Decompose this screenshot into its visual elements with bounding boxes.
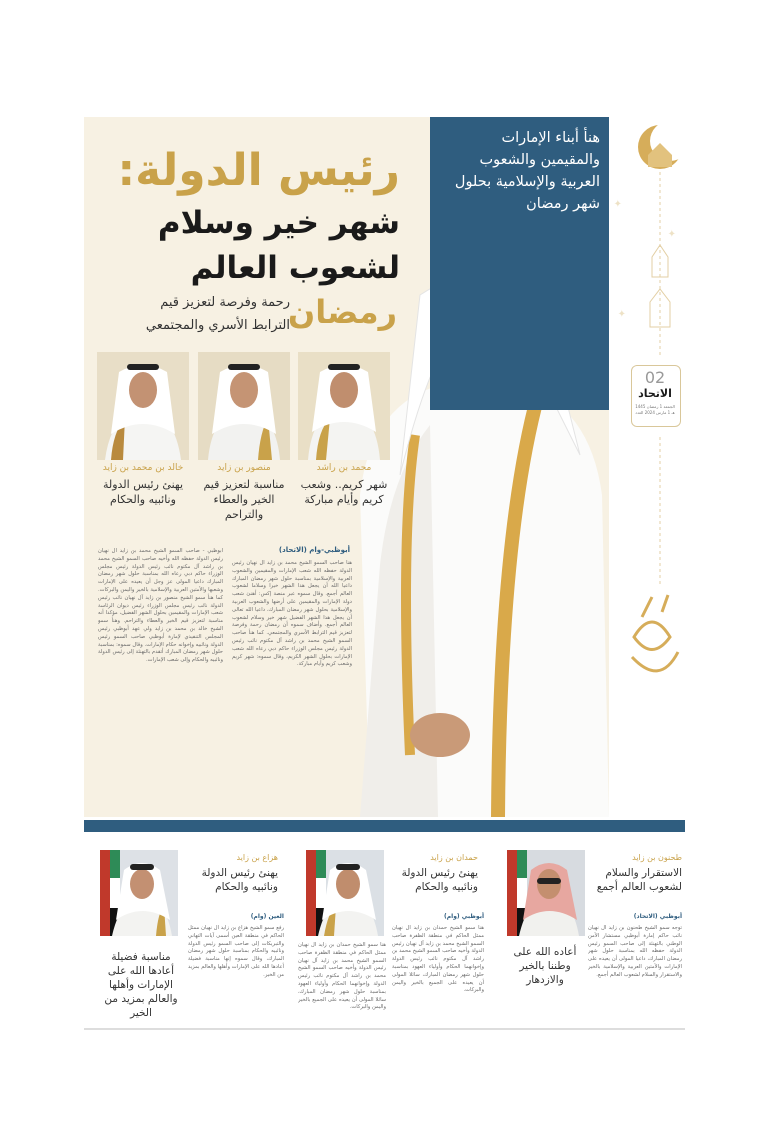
- svg-text:✦: ✦: [613, 199, 622, 210]
- greeting-text: هنأ أبناء الإمارات والمقيمين والشعوب العربية والإسلامية بحلول شهر رمضان: [454, 130, 600, 212]
- article-column: أبوظبي - صاحب السمو الشيخ محمد بن زايد آل نهيان رئيس الدولة حفظه الله وأخيه صاحب السمو الشيخ محمد بن راشد آل مكتوم نائب رئيس الدولة رئيس مجلس الوزراء حاكم دبي رعاه الله بمناسبة حلول شهر رمضان المبارك داعيا المولى عز وجل أن يعيده على الإمارات وشعبها والأمتين العربية والإسلامية بالخير واليمن والبركات. كما هنأ سمو الشيخ منصور بن زايد آل نهيان نائب رئيس الدولة نائب رئيس مجلس الوزراء رئيس ديوان الرئاسة شعب الإمارات والمقيمين بحلول الشهر الفضيل، مؤكدا أنه مناسبة لتعزيز قيم الخير والعطاء والتراحم. وهنأ سمو الشيخ خالد بن محمد بن زايد ولي عهد أبوظبي رئيس المجلس التنفيذي لإمارة أبوظبي صاحب السمو رئيس الدولة ونائبيه وإخوانه حكام الإمارات. وقال سموه: بمناسبة حلول شهر رمضان المبارك أتقدم بالتهنئة إلى رئيس الدولة ونائبيه والحكام وإلى شعب الإمارات.: [98, 548, 223, 664]
- bottom-rule: [84, 1028, 685, 1030]
- story-text: رفع سمو الشيخ هزاع بن زايد آل نهيان ممثل الحاكم في منطقة العين أسمى آيات التهاني والتبريكات إلى صاحب السمو رئيس الدولة ونائبيه والحكام بمناسبة حلول شهر رمضان المبارك، وقال سموه إنها مناسبة فضيلة أعادها الله على الإمارات وأهلها والعالم بمزيد من الخير.: [188, 925, 284, 978]
- svg-text:✦: ✦: [667, 229, 676, 240]
- story-name: هزاع بن زايد: [236, 853, 278, 862]
- story-text: هنأ سمو الشيخ حمدان بن زايد آل نهيان ممثل الحاكم في منطقة الظفرة صاحب السمو الشيخ محمد بن زايد آل نهيان رئيس الدولة وأخيه صاحب السمو الشيخ محمد بن راشد آل مكتوم نائب رئيس الدولة وإخوانهما الحكام وأولياء العهود بمناسبة حلول شهر رمضان المبارك، سائلا المولى أن يعيده على الجميع بالخير واليمن والبركات.: [392, 925, 484, 994]
- article-column: هنأ صاحب السمو الشيخ محمد بن زايد آل نهيان رئيس الدولة حفظه الله شعب الإمارات والمقيمين والشعوب العربية والإسلامية بمناسبة حلول شهر رمضان المبارك داعيا الله أن يجعل هذا الشهر خيرا وسلاما لشعوب العالم أجمع. وقال سموه عبر منصة إكس: أهنئ شعب دولة الإمارات والمقيمين على أرضها والشعوب العربية والإسلامية بحلول شهر رمضان المبارك، داعيا الله تعالى أن يجعل هذا الشهر الفضيل شهر خير وسلام لشعوب العالم أجمع. وأضاف سموه أن رمضان رحمة وفرصة لتعزيز قيم الترابط الأسري والمجتمعي. كما هنأ صاحب السمو الشيخ محمد بن راشد آل مكتوم نائب رئيس الدولة رئيس مجلس الوزراء حاكم دبي رعاه الله شعب الإمارات بحلول الشهر الكريم، وقال سموه: شهر كريم وشعب كريم وأيام مباركة.: [232, 560, 352, 668]
- newspaper-logo: الاتحاد: [638, 387, 672, 400]
- headline-line2: شهر خير وسلام: [157, 205, 400, 241]
- story-headline: يهنئ رئيس الدولة ونائبيه والحكام: [201, 867, 278, 893]
- svg-text:✦: ✦: [617, 309, 626, 320]
- story-subcaption: مناسبة فضيلة أعادها الله على الإمارات وأهلها والعالم بمزيد من الخير: [104, 951, 178, 1019]
- story-photo: [100, 850, 178, 936]
- portrait-photo: [97, 352, 189, 460]
- portrait-caption: مناسبة لتعزيز قيم الخير والعطاء والتراحم: [203, 478, 285, 521]
- portrait-name: منصور بن زايد: [217, 463, 271, 473]
- crescent-moon-icon: [640, 120, 680, 160]
- story-text: هنأ سمو الشيخ حمدان بن زايد آل نهيان ممثل الحاكم في منطقة الظفرة صاحب السمو الشيخ محمد بن زايد آل نهيان رئيس الدولة وأخيه صاحب السمو الشيخ محمد بن راشد آل مكتوم نائب رئيس الدولة وإخوانهما الحكام وأولياء العهود بمناسبة حلول شهر رمضان المبارك، سائلا المولى أن يعيده على الجميع بالخير واليمن والبركات.: [298, 942, 386, 1011]
- story-headline: الاستقرار والسلام لشعوب العالم أجمع: [596, 867, 682, 893]
- portrait-photo: [298, 352, 390, 460]
- story-subcaption: أعاده الله على وطننا بالخير والازدهار: [513, 946, 577, 986]
- page-number: 02: [644, 368, 666, 387]
- story-name: حمدان بن زايد: [430, 853, 478, 862]
- column-dateline: أبوظبي-وام (الاتحاد): [278, 546, 350, 554]
- story-dateline: أبوظبي (وام): [444, 913, 484, 920]
- subheadline-line1: رحمة وفرصة لتعزيز قيم: [160, 295, 290, 310]
- issue-date: الجمعة 1 رمضان 1445 هـ 1 مارس 2024 العدد: [635, 404, 675, 415]
- ramadan-calligraphy-icon: [630, 600, 690, 680]
- portrait-name: خالد بن محمد بن زايد: [102, 463, 184, 473]
- headline-line3: لشعوب العالم: [190, 250, 400, 286]
- story-dateline: العين (وام): [250, 913, 284, 920]
- story-name: طحنون بن زايد: [632, 853, 682, 862]
- section-divider: [84, 820, 685, 832]
- story-text: توجه سمو الشيخ طحنون بن زايد آل نهيان نائب حاكم إمارة أبوظبي مستشار الأمن الوطني بالتهنئة إلى صاحب السمو رئيس الدولة حفظه الله بمناسبة حلول شهر رمضان المبارك، داعيا المولى أن يعيده على الإمارات والأمتين العربية والإسلامية بالخير والاستقرار والسلام لشعوب العالم أجمع.: [588, 925, 682, 978]
- portrait-caption: شهر كريم.. وشعب كريم وأيام مباركة: [300, 478, 388, 506]
- story-photo: [306, 850, 384, 936]
- uae-flag-icon: [507, 850, 527, 936]
- portrait-name: محمد بن راشد: [316, 463, 372, 473]
- story-dateline: أبوظبي (الاتحاد): [633, 913, 682, 920]
- headline-line1: رئيس الدولة:: [117, 145, 400, 196]
- decorative-strip: [612, 117, 692, 817]
- portrait-photo: [198, 352, 290, 460]
- headline-ramadan: رمضان: [287, 293, 397, 331]
- subheadline-line2: الترابط الأسري والمجتمعي: [145, 318, 290, 333]
- portrait-caption: يهنئ رئيس الدولة ونائبيه والحكام: [102, 478, 184, 506]
- story-headline: يهنئ رئيس الدولة ونائبيه والحكام: [401, 867, 478, 893]
